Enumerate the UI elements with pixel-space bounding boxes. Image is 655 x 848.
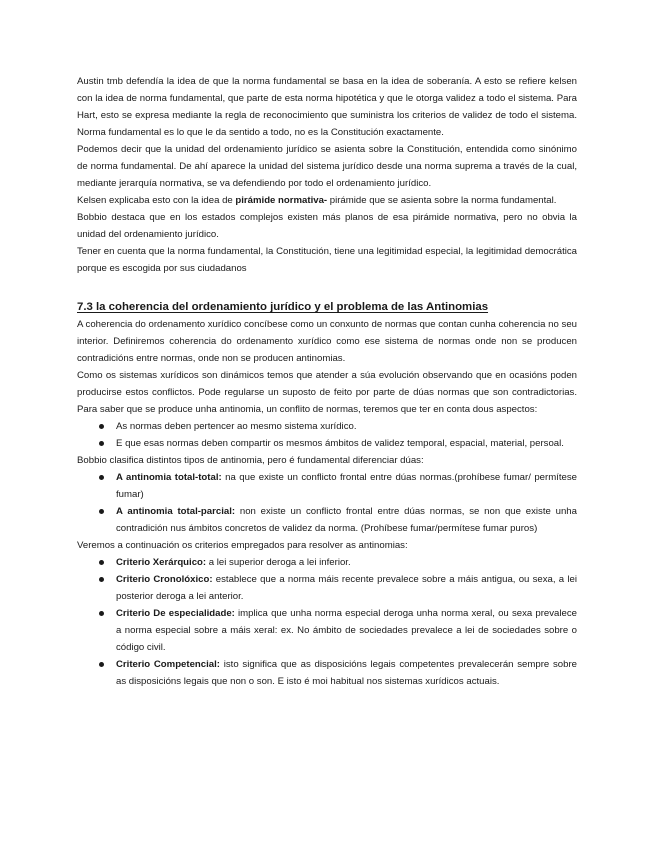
bullet-icon: [99, 611, 104, 616]
antinomy-types-list: [77, 469, 577, 537]
type-text: non existe un conflicto frontal entre dúas normas, se non que existe unha contradición nus ámbitos concretos de validez da norma. (Prohíbese fumar/permítese fumar puros): [116, 506, 577, 534]
criterion-term: Criterio De especialidade:: [116, 608, 235, 619]
paragraph-kelsen-after: pirámide que se asienta sobre la norma fundamental.: [327, 195, 557, 206]
type-term: A antinomia total-total:: [116, 472, 222, 483]
type-term: A antinomia total-parcial:: [116, 506, 236, 517]
document-body: [77, 73, 577, 690]
paragraph-legitimidad: Tener en cuenta que la norma fundamental, la Constitución, tiene una legitimidad especial, la legitimidad democrática porque es escogida por sus ciudadanos: [77, 246, 577, 274]
paragraph-kelsen-before: Kelsen explicaba esto con la idea de: [77, 195, 236, 206]
criterion-text: implica que unha norma especial deroga unha norma xeral, ou sexa prevalece a norma especial sobre a máis xeral: ex. No ámbito de sociedades prevalece a lei de sociedades sobre o código civil.: [116, 608, 577, 653]
paragraph-tipos-antinomia: Bobbio clasifica distintos tipos de antinomia, pero é fundamental diferenciar dúas:: [77, 455, 424, 466]
list-item: [77, 656, 577, 690]
spacer: [77, 277, 577, 294]
criterion-term: Criterio Cronolóxico:: [116, 574, 213, 585]
criteria-list: [77, 554, 577, 690]
list-item: [77, 571, 577, 605]
paragraph-austin: Austin tmb defendía la idea de que la norma fundamental se basa en la idea de soberanía. A esto se refiere kelsen con la idea de norma fundamental, que parte de esta norma hipotética y que le otorga validez a todo el sistema. Para Hart, esto se expresa mediante la regla de reconocimiento que suministra los criterios de validez de todo el sistema. Norma fundamental es lo que le da sentido a todo, no es la Constitución exactamente.: [77, 76, 577, 138]
paragraph-kelsen: [77, 192, 577, 209]
bullet-icon: [99, 577, 104, 582]
criterion-text: establece que a norma máis recente prevalece sobre a máis antigua, ou sexa, a lei posterior deroga a lei anterior.: [116, 574, 577, 602]
criterion-term: Criterio Xerárquico:: [116, 557, 207, 568]
bullet-icon: [99, 424, 104, 429]
list-item: [77, 605, 577, 656]
paragraph-coherencia: A coherencia do ordenamento xurídico concíbese como un conxunto de normas que contan cunha coherencia no seu interior. Definiremos coherencia do ordenamento xurídico como ese sistema de normas onde non se producen contradicións entre normas, onde non se producen antinomias.: [77, 319, 577, 364]
paragraph-bobbio: Bobbio destaca que en los estados complejos existen más planos de esa pirámide normativa, pero no obvia la unidad del ordenamiento jurídico.: [77, 212, 577, 240]
list-item: [77, 418, 577, 435]
paragraph-unidad: Podemos decir que la unidad del ordenamiento jurídico se asienta sobre la Constitución, entendida como sinónimo de norma fundamental. De ahí aparece la unidad del sistema jurídico desde una norma suprema a través de la cual, mediante jerarquía normativa, se va defendiendo por todo el ordenamiento jurídico.: [77, 144, 577, 189]
criterion-text: a lei superior deroga a lei inferior.: [206, 557, 351, 568]
bullet-icon: [99, 509, 104, 514]
list-item: [77, 435, 577, 452]
list-item: [77, 503, 577, 537]
bullet-icon: [99, 662, 104, 667]
aspect-text: As normas deben pertencer ao mesmo sistema xurídico.: [116, 421, 357, 432]
paragraph-sistemas-dinamicos: Como os sistemas xurídicos son dinámicos temos que atender a súa evolución observando que en ocasións poden producirse estos conflictos. Pode regularse un suposto de feito por parte de dúas normas que son contradictorias. Para saber que se produce unha antinomia, un conflito de normas, teremos que ter en conta dous aspectos:: [77, 370, 577, 415]
bullet-icon: [99, 475, 104, 480]
type-text: na que existe un conflicto frontal entre dúas normas.(prohíbese fumar/ permítese fumar): [116, 472, 577, 500]
paragraph-criterios-intro: Veremos a continuación os criterios empregados para resolver as antinomias:: [77, 540, 408, 551]
bullet-icon: [99, 441, 104, 446]
criterion-text: isto significa que as disposicións legais competentes prevalecerán sempre sobre as disposicións legais que non o son. E isto é moi habitual nos sistemas xurídicos actuais.: [116, 659, 577, 687]
criterion-term: Criterio Competencial:: [116, 659, 220, 670]
bullet-icon: [99, 560, 104, 565]
list-item: [77, 554, 577, 571]
aspects-list: [77, 418, 577, 452]
list-item: [77, 469, 577, 503]
piramide-normativa-term: pirámide normativa-: [235, 195, 328, 206]
aspect-text: E que esas normas deben compartir os mesmos ámbitos de validez temporal, espacial, material, persoal.: [116, 438, 564, 449]
section-heading: 7.3 la coherencia del ordenamiento jurídico y el problema de las Antinomias: [77, 301, 489, 313]
